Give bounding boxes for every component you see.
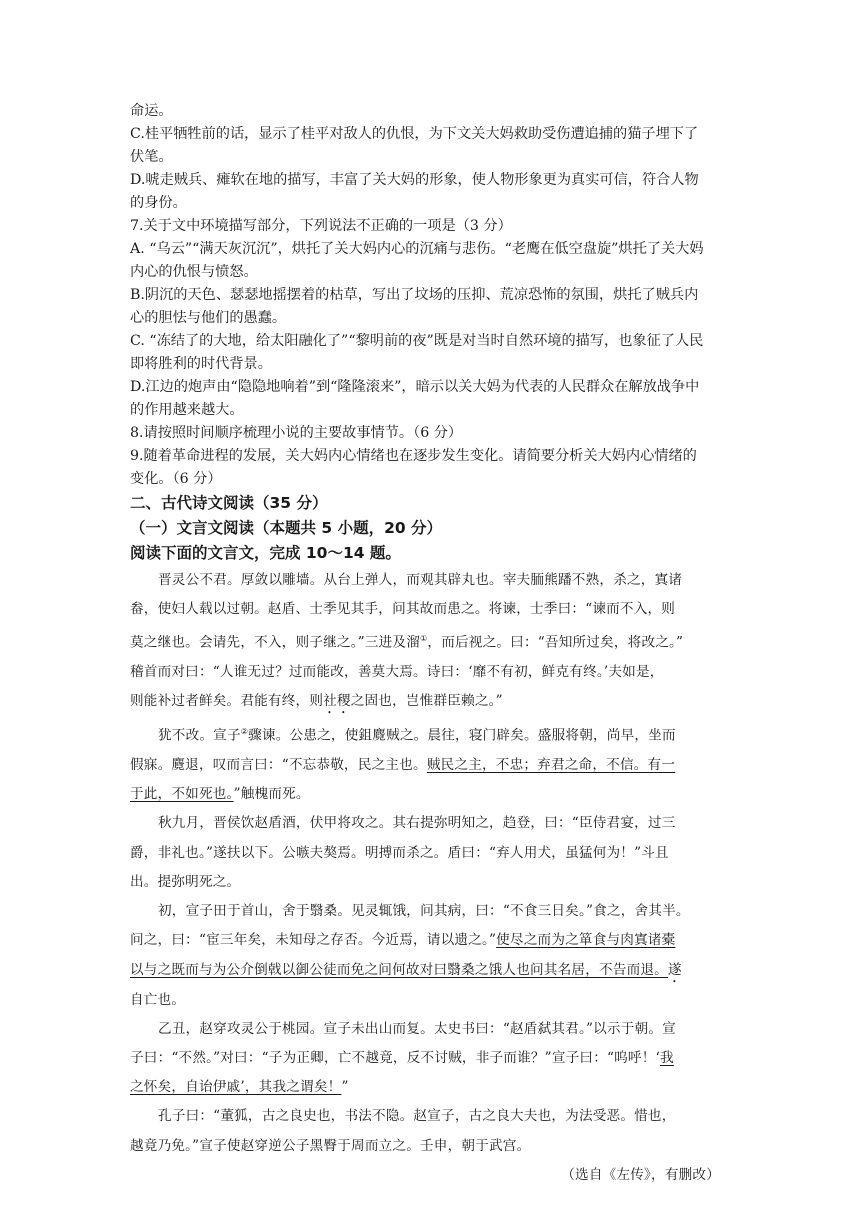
q6-option-c-line1: C.桂平牺牲前的话，显示了桂平对敌人的仇恨，为下文关大妈救助受伤遭追捕的猫子埋下了 <box>130 126 699 142</box>
q6-option-d-line1: D.唬走贼兵、瘫软在地的描写，丰富了关大妈的形象，使人物形象更为真实可信，符合人物 <box>130 172 699 188</box>
classical-passage <box>130 566 730 1190</box>
q7-option-b-line2: 心的胆怯与他们的愚蠢。 <box>130 310 287 326</box>
underlined-sentence: 贼民之主，不忠；弃君之命，不信。有一 <box>426 757 676 774</box>
emphasized-word: 遂 <box>667 961 682 978</box>
underlined-sentence: 使尽之而为之箪食与肉寘诸橐 <box>496 932 676 949</box>
passage-p4-line1: 初，宣子田于首山，舍于翳桑。见灵辄饿，问其病，曰：“不食三日矣。”食之，舍其半。 <box>158 903 690 920</box>
q9-stem-line2: 变化。（6 分） <box>130 471 222 487</box>
passage-p2-line2: 假寐。麑退，叹而言曰：“不忘恭敬，民之主也。贼民之主，不忠；弃君之命，不信。有一 <box>130 757 676 774</box>
passage-p5-line2: 子曰：“不然。”对曰：“子为正卿，亡不越竟，反不讨贼，非子而谁？”宣子曰：“呜呼！‘我 <box>130 1049 674 1066</box>
passage-p4-line4: 自亡也。 <box>130 991 186 1008</box>
q7-option-d-line1: D.江边的炮声由“隐隐地响着”到“隆隆滚来”，暗示以关大妈为代表的人民群众在解放战争中 <box>130 379 700 395</box>
footnote-marker: ② <box>240 727 249 737</box>
passage-p3-line3: 出。提弥明死之。 <box>130 873 241 890</box>
passage-p6-line2: 越竟乃免。”宣子使赵穿逆公子黑臀于周而立之。壬申，朝于武宫。 <box>130 1137 531 1154</box>
passage-p2-line3: 于此，不如死也。”触槐而死。 <box>130 786 310 803</box>
passage-p1-line3: 莫之继也。会请先，不入，则子继之。”三进及溜①，而后视之。曰：“吾知所过矣，将改之。” <box>130 634 684 651</box>
passage-p3-line2: 爵，非礼也。”遂扶以下。公嗾夫獒焉。明搏而杀之。盾曰：“弃人用犬，虽猛何为！”斗且 <box>130 844 669 861</box>
q6-option-d-line2: 的身份。 <box>130 195 187 211</box>
passage-p6-line1: 孔子曰：“董狐，古之良史也，书法不隐。赵宣子，古之良大夫也，为法受恶。惜也， <box>158 1108 676 1125</box>
q7-stem: 7.关于文中环境描写部分，下列说法不正确的一项是（3 分） <box>130 218 512 234</box>
exam-page <box>130 100 730 1190</box>
q6-option-c-line2: 伏笔。 <box>130 149 173 165</box>
underlined-sentence: 之怀矣，自诒伊戚’，其我之谓矣！ <box>130 1079 342 1096</box>
passage-p1-line2: 畚，使妇人载以过朝。赵盾、士季见其手，问其故而患之。将谏，士季曰：“谏而不入，则 <box>130 601 676 618</box>
q9-stem-line1: 9.随着革命进程的发展，关大妈内心情绪也在逐步发生变化。请简要分析关大妈内心情绪的 <box>130 448 697 464</box>
underlined-sentence: 于此，不如死也。 <box>130 786 234 803</box>
passage-p4-line3: 以与之既而与为公介倒戟以御公徒而免之问何故对曰翳桑之饿人也问其名居，不告而退。遂 <box>130 961 682 978</box>
footnote-marker: ① <box>420 634 428 644</box>
q8-stem: 8.请按照时间顺序梳理小说的主要故事情节。（6 分） <box>130 425 463 441</box>
q7-option-b-line1: B.阴沉的天色、瑟瑟地摇摆着的枯草，写出了坟场的压抑、荒凉恐怖的氛围，烘托了贼兵内 <box>130 287 699 303</box>
reading-instruction: 阅读下面的文言文，完成 10～14 题。 <box>130 544 401 562</box>
passage-p5-line1: 乙丑，赵穿攻灵公于桃园。宣子未出山而复。太史书曰：“赵盾弑其君。”以示于朝。宣 <box>158 1020 676 1037</box>
q7-option-a-line2: 内心的仇恨与愤怒。 <box>130 264 258 280</box>
passage-p5-line3: 之怀矣，自诒伊戚’，其我之谓矣！” <box>130 1079 349 1096</box>
passage-p2-line1: 犹不改。宣子②骤谏。公患之，使鉏麑贼之。晨往，寝门辟矣。盛服将朝，尚早，坐而 <box>158 727 676 744</box>
q7-option-c-line2: 即将胜利的时代背景。 <box>130 356 272 372</box>
q7-option-d-line2: 的作用越来越大。 <box>130 402 244 418</box>
q7-option-a-line1: A. “乌云”“满天灰沉沉”，烘托了关大妈内心的沉痛与悲伤。“老鹰在低空盘旋”烘托了关大妈 <box>130 241 704 257</box>
passage-p3-line1: 秋九月，晋侯饮赵盾酒，伏甲将攻之。其右提弥明知之，趋登，曰：“臣侍君宴，过三 <box>158 815 676 832</box>
underlined-sentence: 以与之既而与为公介倒戟以御公徒而免之问何故对曰翳桑之饿人也问其名居， <box>130 961 599 978</box>
underlined-sentence: 我 <box>660 1049 674 1066</box>
passage-p1-line4: 稽首而对曰：“人谁无过？过而能改，善莫大焉。诗曰：‘靡不有初，鲜克有终。’夫如是， <box>130 664 664 681</box>
passage-p4-line2: 问之，曰：“宦三年矣，未知母之存否。今近焉，请以遗之。”使尽之而为之箪食与肉寘诸橐 <box>130 932 676 949</box>
passage-p1-line5: 则能补过者鲜矣。君能有终，则社稷之固也，岂惟群臣赖之。” <box>130 693 503 710</box>
passage-p1-line1: 晋灵公不君。厚敛以雕墙。从台上弹人，而观其辟丸也。宰夫胹熊蹯不熟，杀之，寘诸 <box>158 572 683 588</box>
emphasized-word: 社稷 <box>323 693 351 710</box>
section-subtitle: （一）文言文阅读（本题共 5 小题，20 分） <box>130 519 443 537</box>
section-title: 二、古代诗文阅读（35 分） <box>130 494 328 512</box>
passage-source: （选自《左传》，有删改） <box>561 1166 720 1183</box>
q7-option-c-line1: C. “冻结了的大地，给太阳融化了”“黎明前的夜”既是对当时自然环境的描写，也象征了人民 <box>130 333 704 349</box>
q6-tail: 命运。 <box>130 103 173 119</box>
